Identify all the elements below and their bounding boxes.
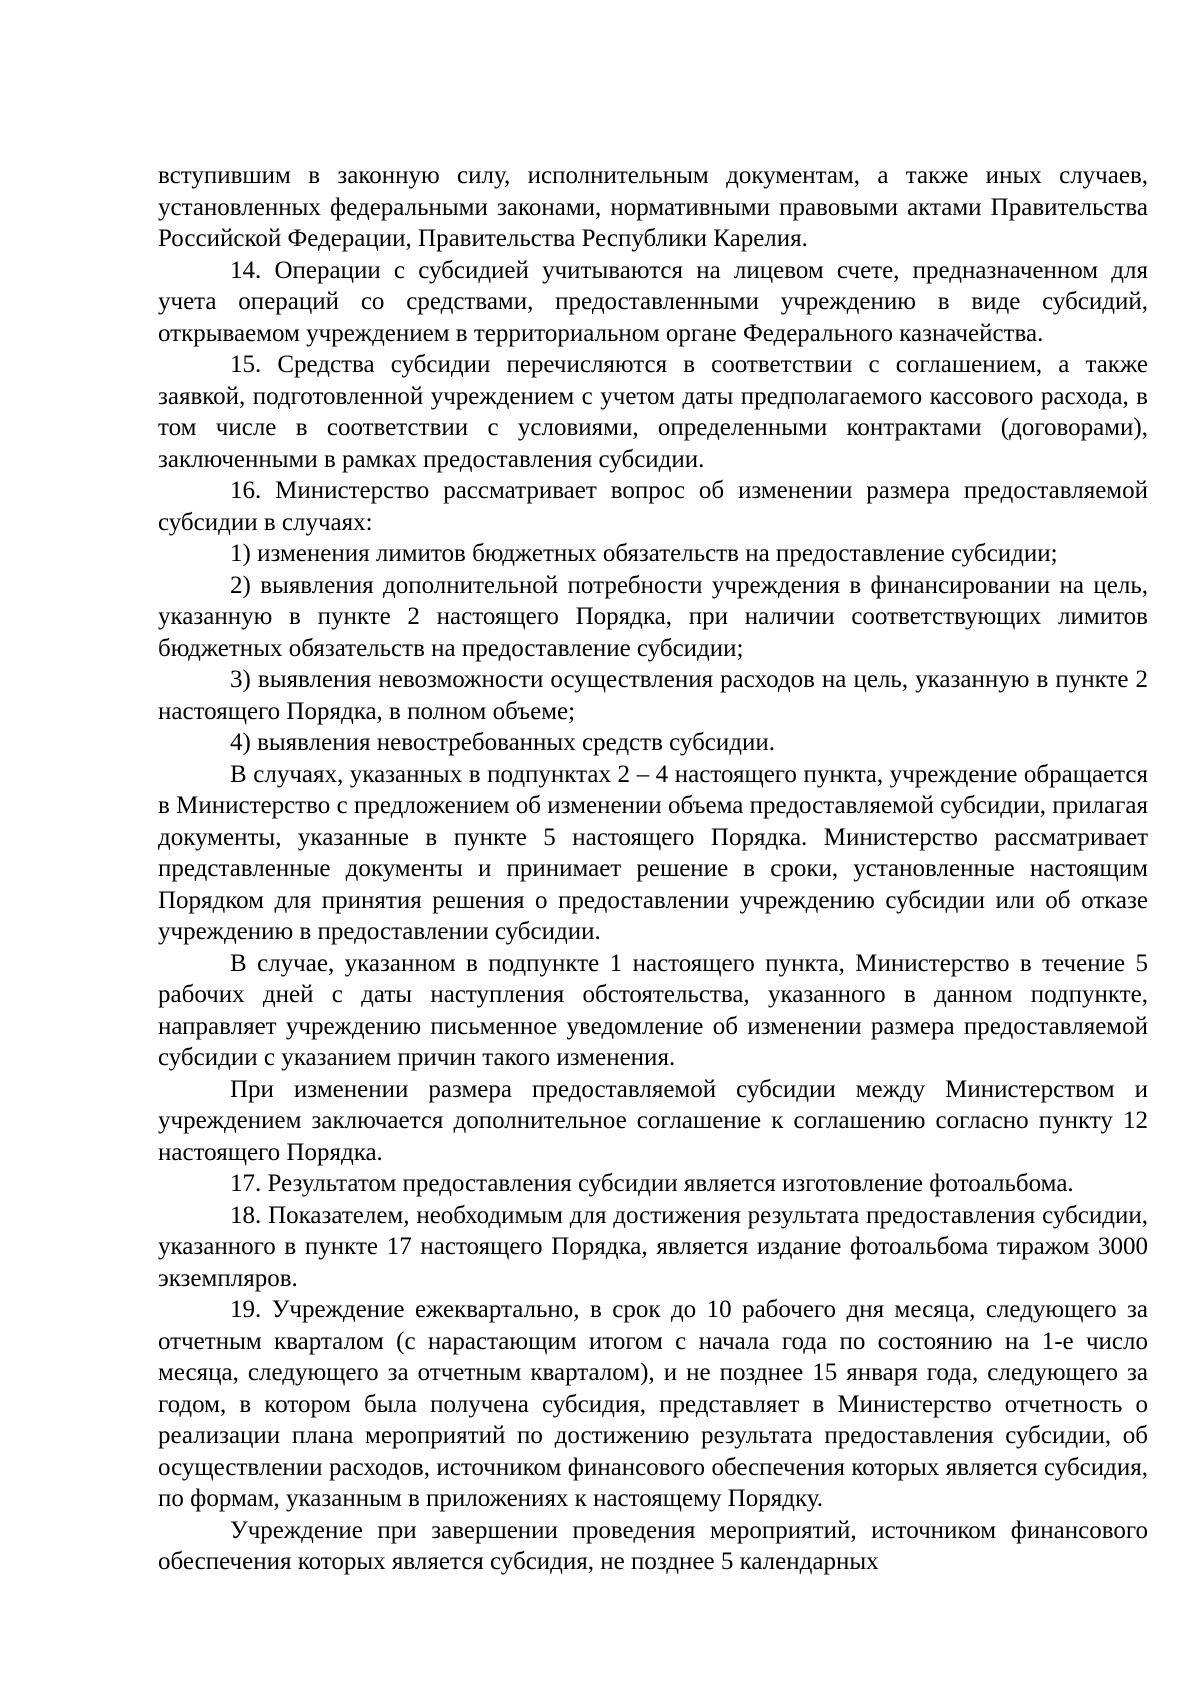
paragraph-18: 18. Показателем, необходимым для достижения результата предоставления субсидии, указанного в пункте 17 настоящего Порядка, является издание фотоальбома тиражом 3000 экземпляров.	[158, 1201, 1148, 1292]
paragraph-14: 14. Операции с субсидией учитываются на лицевом счете, предназначенном для учета операций со средствами, предоставленными учреждению в виде субсидий, открываемом учреждением в территориальном органе Федерального казначейства.	[158, 256, 1148, 347]
subitem-16-3: 3) выявления невозможности осуществления расходов на цель, указанную в пункте 2 настоящего Порядка, в полном объеме;	[158, 666, 1148, 725]
document-body	[158, 160, 1148, 1578]
paragraph-19: 19. Учреждение ежеквартально, в срок до 10 рабочего дня месяца, следующего за отчетным кварталом (с нарастающим итогом с начала года по состоянию на 1-е число месяца, следующего за отчетным кварталом), и не позднее 15 января года, следующего за годом, в котором была получена субсидия, представляет в Министерство отчетность о реализации плана мероприятий по достижению результата предоставления субсидии, об осуществлении расходов, источником финансового обеспечения которых является субсидия, по формам, указанным в приложениях к настоящему Порядку.	[158, 1296, 1148, 1512]
paragraph-15: 15. Средства субсидии перечисляются в соответствии с соглашением, а также заявкой, подготовленной учреждением с учетом даты предполагаемого кассового расхода, в том числе в соответствии с условиями, определенными контрактами (договорами), заключенными в рамках предоставления субсидии.	[158, 351, 1148, 473]
paragraph-16-case-1: В случае, указанном в подпункте 1 настоящего пункта, Министерство в течение 5 рабочих дней с даты наступления обстоятельства, указанного в данном подпункте, направляет учреждению письменное уведомление об изменении размера предоставляемой субсидии с указанием причин такого изменения.	[158, 949, 1148, 1071]
paragraph-continuation: вступившим в законную силу, исполнительным документам, а также иных случаев, установленных федеральными законами, нормативными правовыми актами Правительства Российской Федерации, Правительства Республики Карелия.	[158, 162, 1148, 252]
subitem-16-1: 1) изменения лимитов бюджетных обязательств на предоставление субсидии;	[230, 540, 1058, 567]
subitem-16-2: 2) выявления дополнительной потребности учреждения в финансировании на цель, указанную в пункте 2 настоящего Порядка, при наличии соответствующих лимитов бюджетных обязательств на предоставление субсидии;	[158, 571, 1148, 662]
paragraph-16: 16. Министерство рассматривает вопрос об изменении размера предоставляемой субсидии в случаях:	[158, 477, 1148, 536]
subitem-16-4: 4) выявления невостребованных средств субсидии.	[230, 729, 775, 756]
paragraph-19-completion: Учреждение при завершении проведения мероприятий, источником финансового обеспечения которых является субсидия, не позднее 5 календарных	[158, 1516, 1148, 1575]
paragraph-16-cases-2-4: В случаях, указанных в подпунктах 2 – 4 настоящего пункта, учреждение обращается в Министерство с предложением об изменении объема предоставляемой субсидии, прилагая документы, указанные в пункте 5 настоящего Порядка. Министерство рассматривает представленные документы и принимает решение в сроки, установленные настоящим Порядком для принятия решения о предоставлении учреждению субсидии или об отказе учреждению в предоставлении субсидии.	[158, 760, 1148, 945]
paragraph-17: 17. Результатом предоставления субсидии является изготовление фотоальбома.	[230, 1170, 1074, 1197]
paragraph-16-agreement: При изменении размера предоставляемой субсидии между Министерством и учреждением заключается дополнительное соглашение к соглашению согласно пункту 12 настоящего Порядка.	[158, 1075, 1148, 1166]
